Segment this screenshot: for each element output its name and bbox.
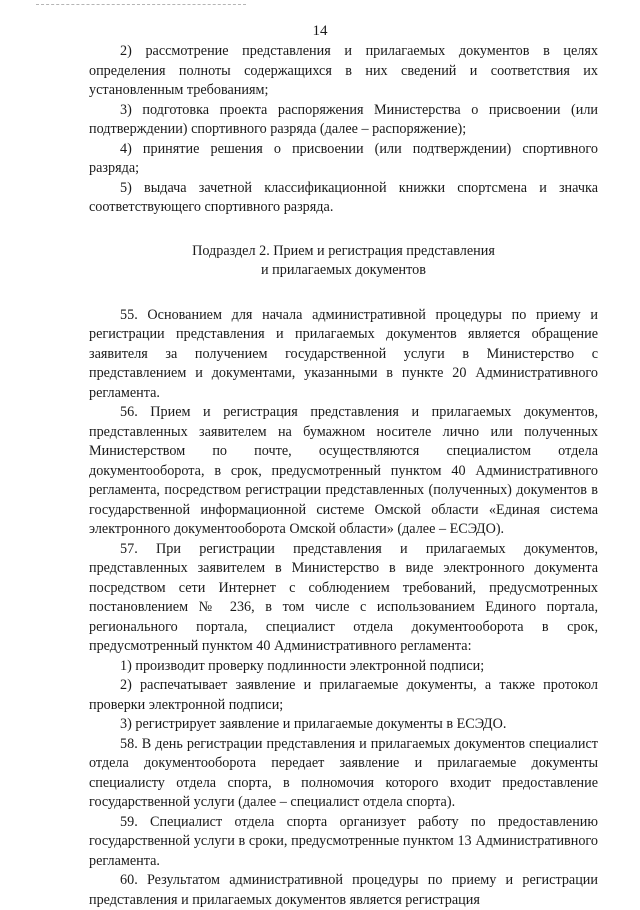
paragraph-56: 56. Прием и регистрация представления и прилагаемых документов, представленных заявителем на бумажном носителе лично или полученных Министерством по почте, осуществляются специалистом отдела документооборота, в срок, предусмотренный пунктом 40 Административного регламента, посредством регистрации представленных (полученных) документов в государственной информационной системе Омской области «Единая система электронного документооборота Омской области» (далее – ЕСЭДО). xyxy=(89,404,598,537)
paragraph-55: 55. Основанием для начала административной процедуры по приему и регистрации представления и прилагаемых документов является обращение заявителя за получением государственной услуги в Министерство с представлением и документами, указанными в пункте 20 Административного регламента. xyxy=(89,306,598,401)
paragraph-57-item-1: 1) производит проверку подлинности электронной подписи; xyxy=(120,657,485,674)
paragraph-60: 60. Результатом административной процедуры по приему и регистрации представления и прилагаемых документов является регистрация xyxy=(89,872,598,908)
paragraph-57-item-2: 2) распечатывает заявление и прилагаемые документы, а также протокол проверки электронной подписи; xyxy=(89,677,598,713)
list-item: 2) рассмотрение представления и прилагаемых документов в целях определения полноты содержащихся в них сведений и соответствия их установленным требованиям; xyxy=(89,43,598,98)
list-item: 5) выдача зачетной классификационной книжки спортсмена и значка соответствующего спортивного разряда. xyxy=(89,179,598,215)
paragraph-59: 59. Специалист отдела спорта организует работу по предоставлению государственной услуги в сроки, предусмотренные пунктом 13 Административного регламента. xyxy=(89,813,598,869)
paragraph-57: 57. При регистрации представления и прилагаемых документов, представленных заявителем в Министерство в виде электронного документа посредством сети Интернет с соблюдением требований, предусмотренных постановлением № 236, в том числе с использованием Единого портала, регионального портала, специалист отдела документооборота в срок, предусмотренный пунктом 40 Административного регламента: xyxy=(89,540,598,654)
paragraph-57-item-3: 3) регистрирует заявление и прилагаемые документы в ЕСЭДО. xyxy=(120,716,507,732)
page-number: 14 xyxy=(312,23,328,39)
subsection-heading-line-2: и прилагаемых документов xyxy=(261,262,426,278)
subsection-heading xyxy=(89,242,598,281)
top-edge-rule xyxy=(36,4,246,5)
subsection-heading-line-1: Подраздел 2. Прием и регистрация представления xyxy=(192,242,495,259)
paragraph-58: 58. В день регистрации представления и прилагаемых документов специалист отдела документооборота передает заявление и прилагаемые документы специалисту отдела спорта, в полномочия которого входит предоставление государственной услуги (далее – специалист отдела спорта). xyxy=(89,735,598,810)
list-item: 3) подготовка проекта распоряжения Министерства о присвоении (или подтверждении) спортивного разряда (далее – распоряжение); xyxy=(89,101,598,137)
document-body xyxy=(89,42,598,910)
list-item: 4) принятие решения о присвоении (или подтверждении) спортивного разряда; xyxy=(89,140,598,176)
